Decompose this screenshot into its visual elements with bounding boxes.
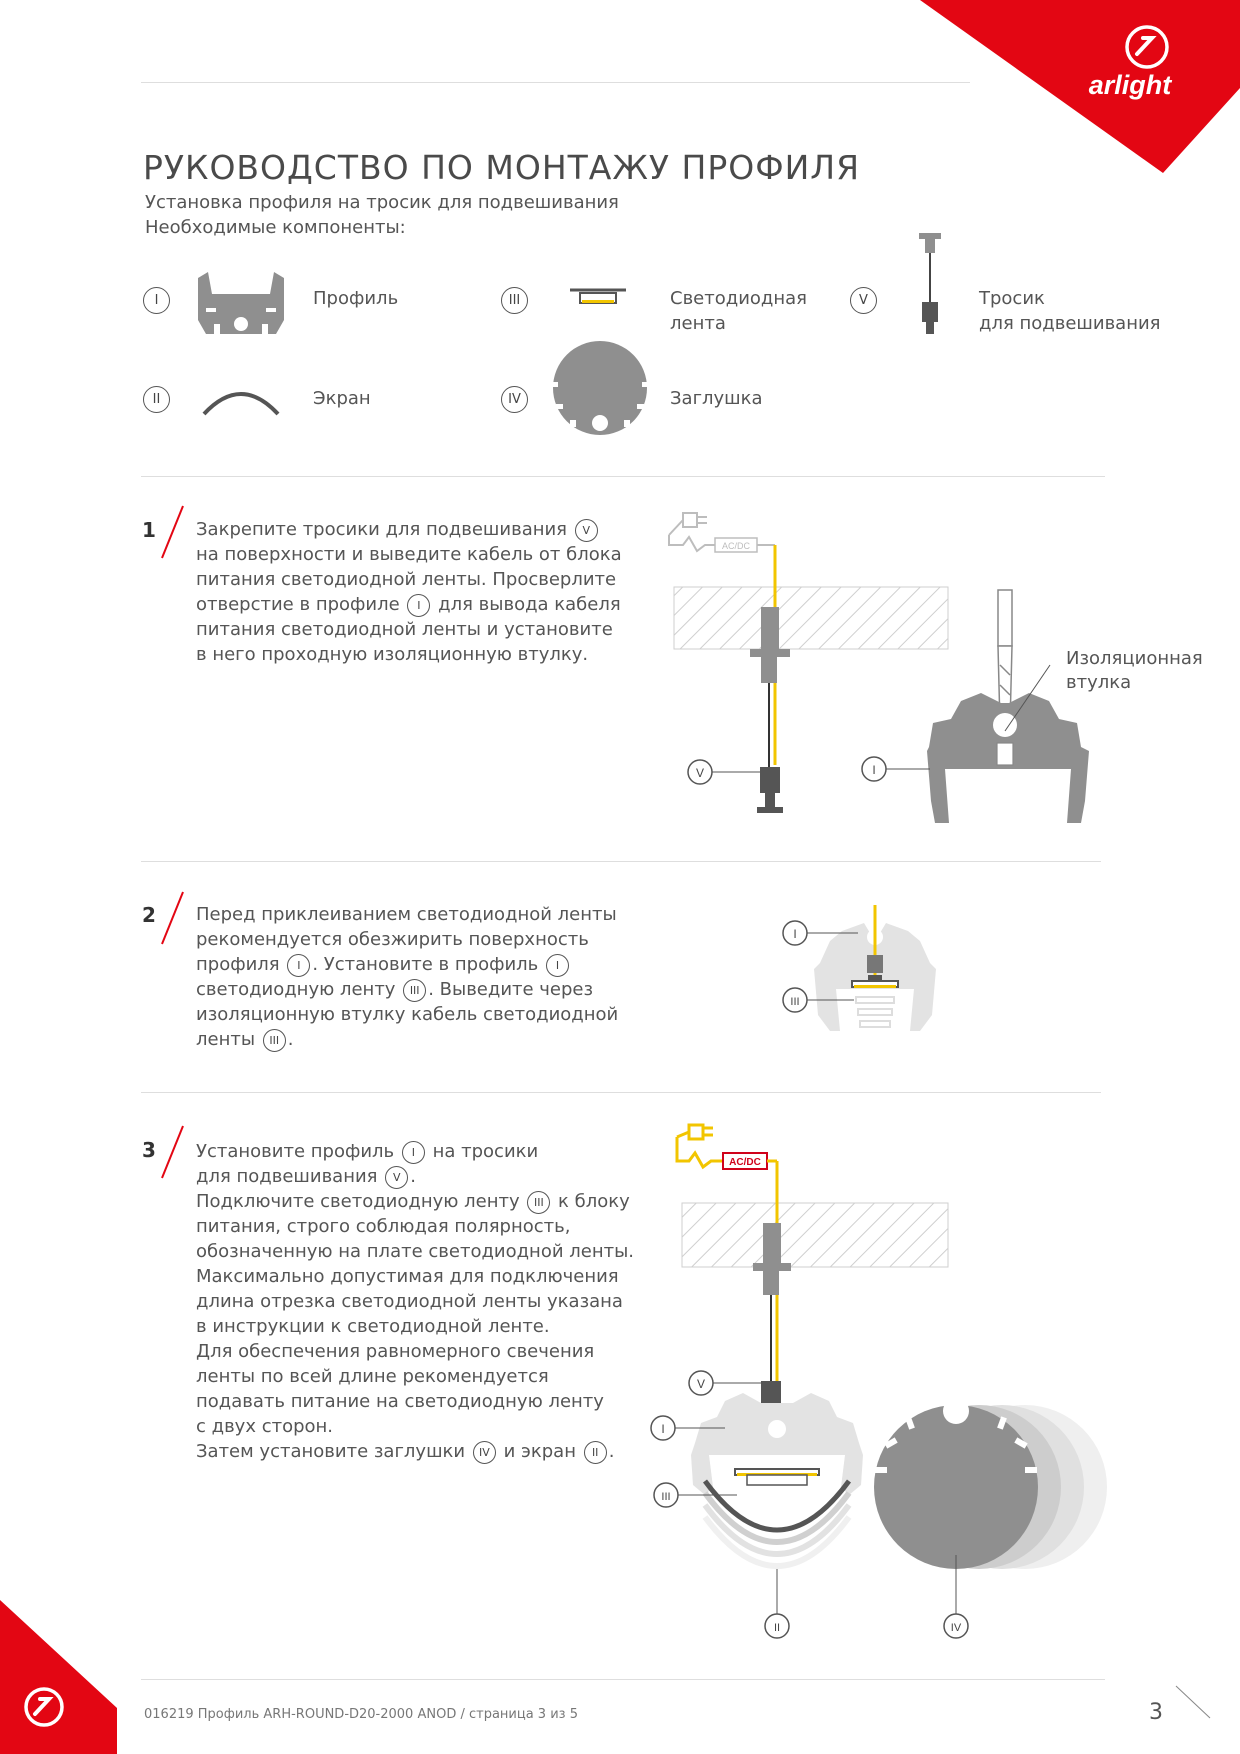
brand-logo: arlight bbox=[1088, 70, 1172, 100]
step-slash bbox=[158, 504, 186, 560]
svg-text:I: I bbox=[661, 1422, 665, 1436]
svg-text:AC/DC: AC/DC bbox=[721, 541, 751, 551]
intro-text: Установка профиля на тросик для подвешивания Необходимые компоненты: bbox=[145, 192, 619, 238]
cable-suspension-icon bbox=[912, 230, 948, 338]
page-number: 3 bbox=[1149, 1700, 1163, 1725]
numeral-badge: V bbox=[385, 1166, 408, 1189]
insulation-bushing-callout: Изоляционная втулка bbox=[1066, 648, 1203, 693]
step-2-illustration bbox=[770, 905, 1000, 1040]
step-3-text: Установите профиль I на тросики для подвешивания V . Подключите светодиодную ленту III к блоку питания, строго соблюдая полярность, обозначенную на плате светодиодной ленты. Максимально допустимая для подключения длина отрезка светодиодной ленты указана в инструкции к светодиодной ленте. Для обеспечения равномерного свечения ленты по всей длине рекомендуется подавать питание на светодиодную ленту с двух сторон. Затем установите заглушки IV и экран II . bbox=[196, 1141, 635, 1462]
page-corner-line bbox=[1174, 1684, 1214, 1722]
numeral-badge: IV bbox=[473, 1441, 496, 1464]
component-label-screen: Экран bbox=[313, 388, 371, 409]
step-2-text: Перед приклеиванием светодиодной ленты рекомендуется обезжирить поверхность профиля I . Установите в профиль I светодиодную ленту III . Выведите через изоляционную втулку кабель светодиодной ленты III . bbox=[196, 904, 619, 1050]
component-label-profile: Профиль bbox=[313, 288, 399, 309]
numeral-badge: II bbox=[584, 1441, 607, 1464]
numeral-badge: I bbox=[143, 287, 170, 314]
component-label-cable: Тросик для подвешивания bbox=[979, 288, 1161, 334]
step-1-text: Закрепите тросики для подвешивания V на поверхности и выведите кабель от блока питания светодиодной ленты. Просверлите отверстие в профиле I для вывода кабеля питания светодиодной ленты и установите в него проходную изоляционную втулку. bbox=[196, 519, 622, 665]
svg-text:V: V bbox=[696, 1377, 706, 1391]
step-1-illustration bbox=[665, 505, 1095, 835]
brand-corner bbox=[920, 0, 1240, 175]
end-cap-icon bbox=[550, 338, 650, 438]
step-slash bbox=[158, 1124, 186, 1180]
svg-text:III: III bbox=[661, 1491, 671, 1503]
svg-text:V: V bbox=[695, 766, 705, 780]
svg-text:AC/DC: AC/DC bbox=[729, 1157, 761, 1168]
numeral-badge: IV bbox=[501, 386, 528, 413]
svg-text:IV: IV bbox=[950, 1622, 962, 1634]
step-number: 2 bbox=[142, 903, 156, 927]
step-3-illustration bbox=[645, 1115, 1145, 1650]
footer-divider bbox=[141, 1679, 1105, 1680]
svg-text:I: I bbox=[872, 763, 876, 777]
numeral-badge: V bbox=[575, 519, 598, 542]
numeral-badge: I bbox=[407, 594, 430, 617]
numeral-badge: I bbox=[546, 954, 569, 977]
component-label-end-cap: Заглушка bbox=[670, 388, 763, 409]
svg-text:II: II bbox=[773, 1622, 781, 1634]
step-number: 1 bbox=[142, 518, 156, 542]
divider bbox=[141, 861, 1101, 862]
brand-corner-bottom bbox=[0, 1600, 120, 1754]
component-label-led-strip: Светодиодная лента bbox=[670, 288, 807, 334]
numeral-badge: I bbox=[402, 1141, 425, 1164]
divider bbox=[141, 1092, 1101, 1093]
numeral-badge: II bbox=[143, 386, 170, 413]
numeral-badge: I bbox=[287, 954, 310, 977]
numeral-badge: III bbox=[501, 287, 528, 314]
screen-diffuser-icon bbox=[198, 380, 284, 420]
step-slash bbox=[158, 890, 186, 946]
numeral-badge: III bbox=[263, 1029, 286, 1052]
step-number: 3 bbox=[142, 1138, 156, 1162]
numeral-badge: V bbox=[850, 287, 877, 314]
top-divider bbox=[141, 82, 970, 83]
numeral-badge: III bbox=[527, 1191, 550, 1214]
svg-text:I: I bbox=[793, 927, 797, 941]
profile-icon bbox=[190, 264, 292, 340]
numeral-badge: III bbox=[403, 979, 426, 1002]
page-title: РУКОВОДСТВО ПО МОНТАЖУ ПРОФИЛЯ bbox=[143, 148, 861, 188]
svg-text:III: III bbox=[790, 996, 800, 1008]
led-strip-icon bbox=[566, 286, 630, 310]
divider bbox=[141, 476, 1105, 477]
footer-text: 016219 Профиль ARH-ROUND-D20-2000 ANOD / страница 3 из 5 bbox=[144, 1707, 578, 1722]
